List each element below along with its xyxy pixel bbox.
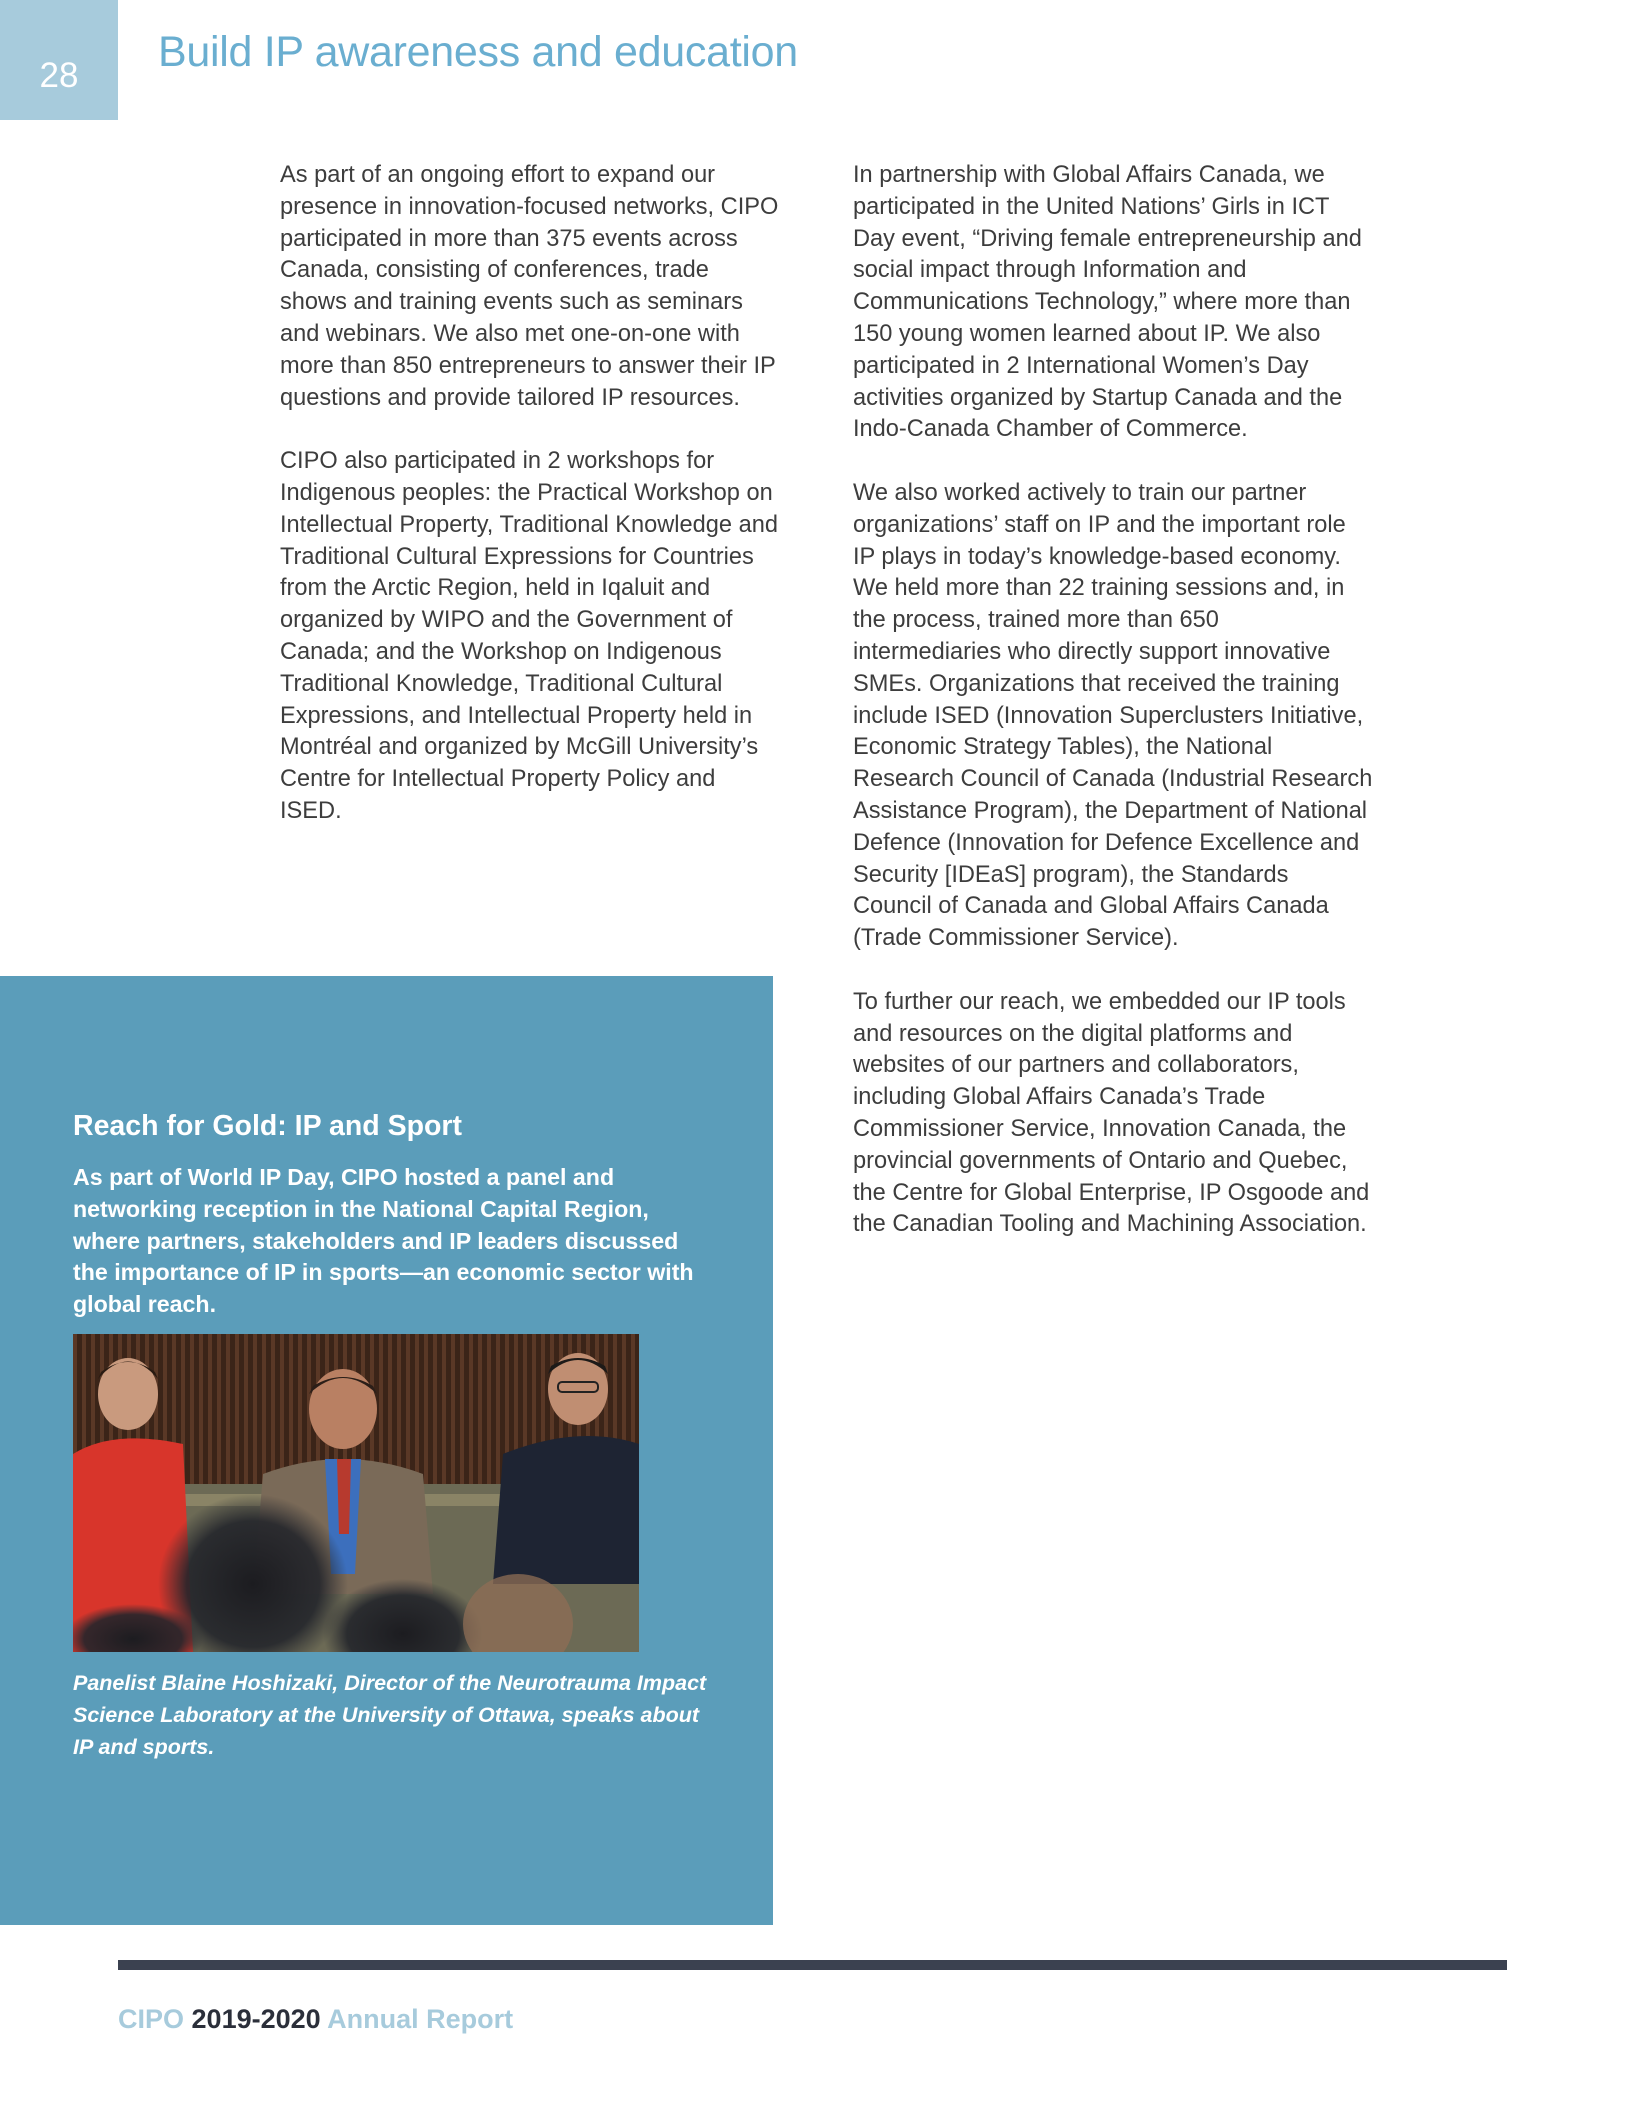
photo-caption: Panelist Blaine Hoshizaki, Director of the Neurotrauma Impact Science Laboratory at the University of Ottawa, speaks about IP and sports. <box>73 1671 707 1759</box>
left-column <box>280 160 780 860</box>
footer-rule <box>118 1960 1507 1970</box>
footer <box>118 2004 513 2035</box>
page-number: 28 <box>0 0 118 120</box>
left-paragraph-2: CIPO also participated in 2 workshops for Indigenous peoples: the Practical Workshop on Intellectual Property, Traditional Knowledge and Traditional Cultural Expressions for Countries from the Arctic Region, held in Iqaluit and organized by WIPO and the Government of Canada; and the Workshop on Indigenous Traditional Knowledge, Traditional Cultural Expressions, and Intellectual Property held in Montréal and organized by McGill University’s Centre for Intellectual Property Policy and ISED. <box>280 448 778 824</box>
left-paragraph-1: As part of an ongoing effort to expand our presence in innovation-focused networks, CIPO participated in more than 375 events across Canada, consisting of conferences, trade shows and training events such as seminars and webinars. We also met one-on-one with more than 850 entrepreneurs to answer their IP questions and provide tailored IP resources. <box>280 162 779 411</box>
right-paragraph-3: To further our reach, we embedded our IP tools and resources on the digital platforms and websites of our partners and collaborators, including Global Affairs Canada’s Trade Commissioner Service, Innovation Canada, the provincial governments of Ontario and Quebec, the Centre for Global Enterprise, IP Osgoode and the Canadian Tooling and Machining Association. <box>853 988 1370 1238</box>
footer-label: Annual Report <box>327 2004 514 2034</box>
right-paragraph-1: In partnership with Global Affairs Canada, we participated in the United Nations’ Girls in ICT Day event, “Driving female entrepreneurship and social impact through Information and Communications Technology,” where more than 150 young women learned about IP. We also participated in 2 International Women’s Day activities organized by Startup Canada and the Indo-Canada Chamber of Commerce. <box>853 162 1362 443</box>
feature-lead: As part of World IP Day, CIPO hosted a panel and networking reception in the National Capital Region, where partners, stakeholders and IP leaders discussed the importance of IP in sports—an economic sector with global reach. <box>73 1164 694 1318</box>
footer-org: CIPO <box>118 2004 185 2034</box>
feature-box <box>0 976 773 1925</box>
feature-heading: Reach for Gold: IP and Sport <box>73 1110 463 1142</box>
footer-years: 2019-2020 <box>191 2004 321 2034</box>
page-title: Build IP awareness and education <box>158 28 798 76</box>
panel-photo <box>73 1334 639 1652</box>
right-column <box>853 160 1373 1273</box>
right-paragraph-2: We also worked actively to train our partner organizations’ staff on IP and the important role IP plays in today’s knowledge-based economy. We held more than 22 training sessions and, in the process, trained more than 650 intermediaries who directly support innovative SMEs. Organizations that received the training include ISED (Innovation Superclusters Initiative, Economic Strategy Tables), the National Research Council of Canada (Industrial Research Assistance Program), the Department of National Defence (Innovation for Defence Excellence and Security [IDEaS] program), the Standards Council of Canada and Global Affairs Canada (Trade Commissioner Service). <box>853 479 1373 952</box>
panel-photo-illustration <box>73 1334 639 1652</box>
